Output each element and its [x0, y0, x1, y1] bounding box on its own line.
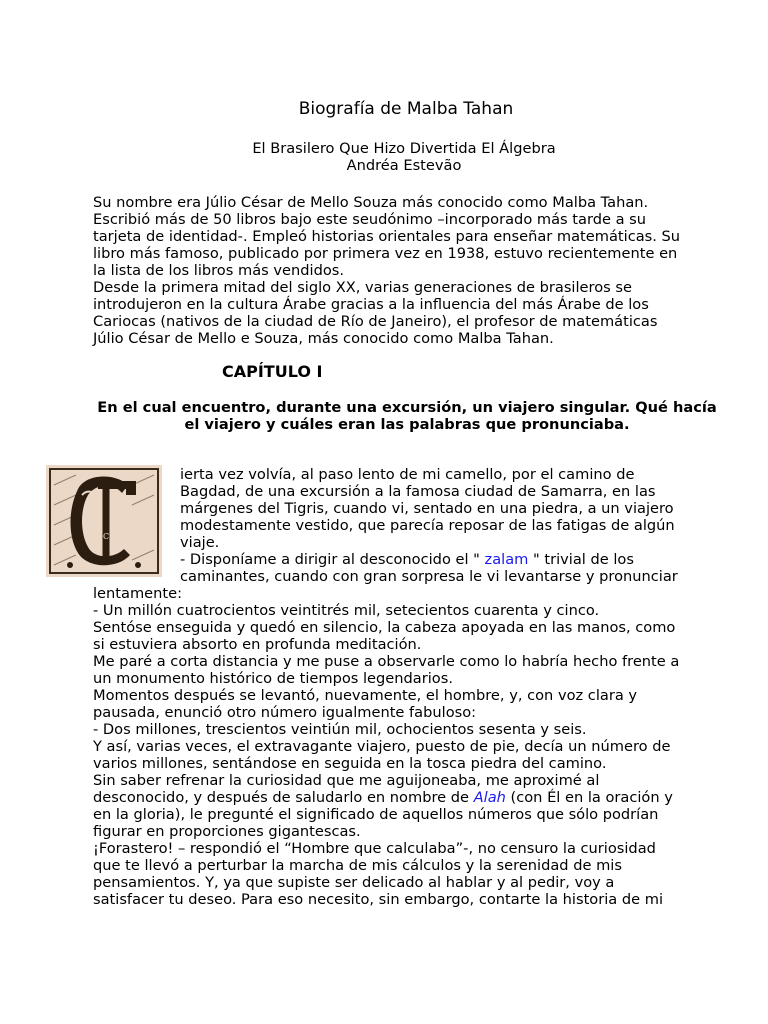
bio-line: Cariocas (nativos de la ciudad de Río de Janeiro), el profesor de matemáticas	[93, 313, 658, 330]
story-line: Me paré a corta distancia y me puse a observarle como lo habría hecho frente a	[93, 653, 680, 670]
story-line: ¡Forastero! – respondió el “Hombre que calculaba”-, no censuro la curiosidad	[93, 840, 656, 857]
chapter-title: CAPÍTULO I	[222, 362, 323, 381]
bio-line: Escribió más de 50 libros bajo este seudónimo –incorporado más tarde a su	[93, 211, 647, 228]
story-text: - Disponíame a dirigir al desconocido el "	[180, 551, 485, 568]
story-text: desconocido, y después de saludarlo en nombre de	[93, 789, 474, 806]
story-line	[180, 551, 634, 568]
story-line: varios millones, sentándose en seguida en la tosca piedra del camino.	[93, 755, 607, 772]
story-line: márgenes del Tigris, cuando vi, sentado en una piedra, a un viajero	[180, 500, 674, 517]
bio-line: tarjeta de identidad-. Empleó historias orientales para enseñar matemáticas. Su	[93, 228, 681, 245]
dropcap-illustration	[46, 465, 162, 577]
story-line: Sentóse enseguida y quedó en silencio, la cabeza apoyada en las manos, como	[93, 619, 676, 636]
bio-line: la lista de los libros más vendidos.	[93, 262, 345, 279]
story-line: figurar en proporciones gigantescas.	[93, 823, 361, 840]
alah-link[interactable]: Alah	[473, 789, 506, 806]
author-name: Andréa Estevão	[346, 157, 462, 174]
story-line: Bagdad, de una excursión a la famosa ciudad de Samarra, en las	[180, 483, 656, 500]
zalam-link[interactable]: zalam	[484, 551, 529, 568]
story-line: ierta vez volvía, al paso lento de mi camello, por el camino de	[180, 466, 635, 483]
bio-line: Desde la primera mitad del siglo XX, varias generaciones de brasileros se	[93, 279, 632, 296]
story-line	[93, 789, 673, 806]
story-line: en la gloria), le pregunté el significado de aquellos números que sólo podrían	[93, 806, 659, 823]
story-line: si estuviera absorto en profunda meditación.	[93, 636, 422, 653]
dropcap-letter: C	[102, 532, 110, 541]
story-line: caminantes, cuando con gran sorpresa le vi levantarse y pronunciar	[180, 568, 678, 585]
chapter-subtitle: En el cual encuentro, durante una excursión, un viajero singular. Qué hacía el viajero y cuáles eran las palabras que pronunciaba.	[97, 399, 717, 433]
story-text: (con Él en la oración y	[505, 789, 673, 806]
story-line: un monumento histórico de tiempos legendarios.	[93, 670, 453, 687]
story-line: Momentos después se levantó, nuevamente, el hombre, y, con voz clara y	[93, 687, 638, 704]
book-subtitle: El Brasilero Que Hizo Divertida El Álgebra	[252, 140, 556, 157]
bio-line: Su nombre era Júlio César de Mello Souza más conocido como Malba Tahan.	[93, 194, 649, 211]
story-line: modestamente vestido, que parecía reposar de las fatigas de algún	[180, 517, 675, 534]
biography-paragraph	[93, 194, 718, 347]
story-line: - Un millón cuatrocientos veintitrés mil, setecientos cuarenta y cinco.	[93, 602, 600, 619]
story-line: Sin saber refrenar la curiosidad que me aguijoneaba, me aproximé al	[93, 772, 600, 789]
story-line: que te llevó a perturbar la marcha de mis cálculos y la serenidad de mis	[93, 857, 622, 874]
story-line: viaje.	[180, 534, 220, 551]
bio-line: libro más famoso, publicado por primera vez en 1938, estuvo recientemente en	[93, 245, 678, 262]
story-line: pausada, enunció otro número igualmente fabuloso:	[93, 704, 477, 721]
story-line: satisfacer tu deseo. Para eso necesito, sin embargo, contarte la historia de mi	[93, 891, 664, 908]
subtitle-block	[0, 140, 768, 174]
story-line: Y así, varias veces, el extravagante viajero, puesto de pie, decía un número de	[93, 738, 671, 755]
story-line: - Dos millones, trescientos veintiún mil, ochocientos sesenta y seis.	[93, 721, 587, 738]
bio-line: Júlio César de Mello e Souza, más conocido como Malba Tahan.	[93, 330, 554, 347]
page-title: Biografía de Malba Tahan	[298, 99, 514, 119]
story-line: lentamente:	[93, 585, 183, 602]
bio-line: introdujeron en la cultura Árabe gracias a la influencia del más Árabe de los	[93, 296, 649, 313]
story-text: " trivial de los	[528, 551, 634, 568]
story-line: pensamientos. Y, ya que supiste ser delicado al hablar y al pedir, voy a	[93, 874, 615, 891]
